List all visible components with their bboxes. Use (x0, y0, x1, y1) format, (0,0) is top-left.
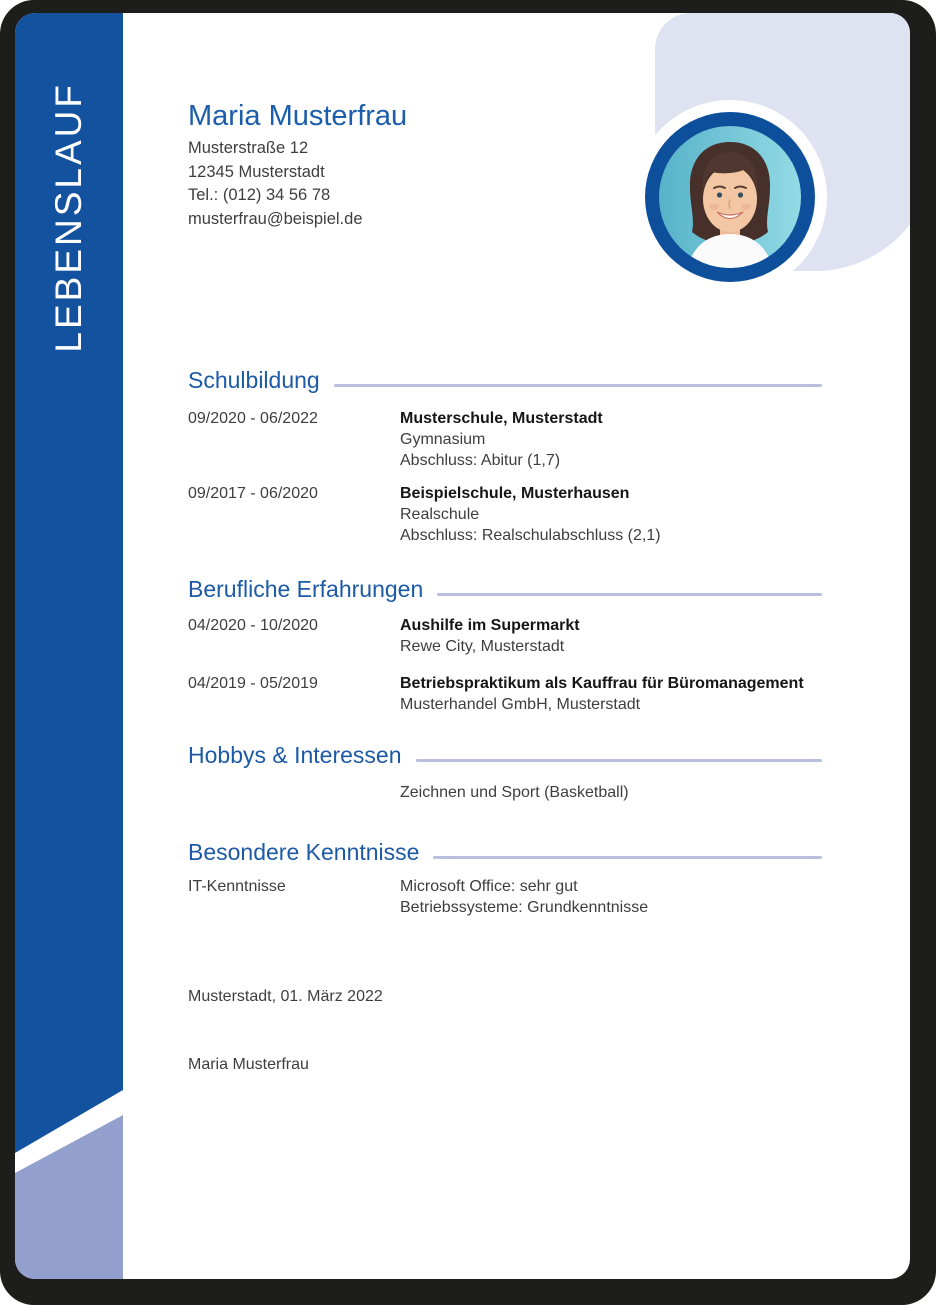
section-header (188, 741, 822, 770)
entry-line: Abschluss: Realschulabschluss (2,1) (400, 527, 661, 544)
entry-line: Zeichnen und Sport (Basketball) (400, 784, 629, 801)
entry-details (400, 673, 822, 715)
document-type-label: LEBENSLAUF (48, 81, 89, 353)
entry-line: Musterhandel GmbH, Musterstadt (400, 696, 641, 713)
photo-blue-border (645, 112, 815, 282)
entry-details (400, 483, 822, 546)
entry-row (188, 782, 822, 803)
entry-row (188, 483, 822, 546)
entry-line: Abschluss: Abitur (1,7) (400, 452, 561, 469)
entry-row (188, 615, 822, 657)
place-and-date: Musterstadt, 01. März 2022 (188, 988, 383, 1005)
signature-name: Maria Musterfrau (188, 1056, 309, 1073)
contact-street: Musterstraße 12 (188, 139, 309, 157)
cv-page (15, 13, 910, 1279)
entry-line: Betriebssysteme: Grundkenntnisse (400, 899, 649, 916)
entry-period: 09/2017 - 06/2020 (188, 485, 318, 502)
sidebar-label-wrap (15, 81, 123, 353)
entry-details (400, 782, 822, 803)
section-divider-line (334, 384, 822, 387)
entry-period: 04/2019 - 05/2019 (188, 675, 318, 692)
entry-details (400, 876, 822, 918)
entry-period: 09/2020 - 06/2022 (188, 410, 318, 427)
entry-title: Betriebspraktikum als Kauffrau für Büromanagement (400, 675, 804, 692)
entry-row (188, 876, 822, 918)
entry-details (400, 408, 822, 471)
contact-city: 12345 Musterstadt (188, 162, 325, 181)
entry-line: Rewe City, Musterstadt (400, 638, 565, 655)
section-title: Schulbildung (188, 367, 320, 393)
section-besondere-kenntnisse (188, 838, 822, 918)
entry-details (400, 615, 822, 657)
entry-row (188, 408, 822, 471)
applicant-name: Maria Musterfrau (188, 100, 408, 132)
section-header (188, 838, 822, 867)
section-header (188, 575, 822, 604)
section-divider-line (437, 593, 822, 596)
applicant-photo (659, 126, 801, 268)
contact-phone: Tel.: (012) 34 56 78 (188, 186, 331, 204)
entry-title: Musterschule, Musterstadt (400, 410, 603, 427)
section-hobbys-interessen (188, 741, 822, 803)
section-berufliche-erfahrungen (188, 575, 822, 715)
section-title: Berufliche Erfahrungen (188, 576, 424, 602)
section-divider-line (433, 856, 822, 859)
section-title: Hobbys & Interessen (188, 742, 402, 768)
entry-period (188, 782, 400, 803)
entry-row (188, 673, 822, 715)
section-divider-line (416, 759, 822, 762)
contact-block (188, 137, 363, 231)
section-schulbildung (188, 366, 822, 546)
entry-line: Microsoft Office: sehr gut (400, 878, 578, 895)
contact-email: musterfrau@beispiel.de (188, 209, 363, 228)
entry-period: IT-Kenntnisse (188, 878, 286, 895)
entry-title: Aushilfe im Supermarkt (400, 617, 580, 634)
portrait-illustration (659, 126, 801, 268)
entry-title: Beispielschule, Musterhausen (400, 485, 630, 502)
section-header (188, 366, 822, 395)
entry-line: Realschule (400, 506, 480, 523)
section-title: Besondere Kenntnisse (188, 839, 420, 865)
entry-line: Gymnasium (400, 431, 486, 448)
entry-period: 04/2020 - 10/2020 (188, 617, 318, 634)
